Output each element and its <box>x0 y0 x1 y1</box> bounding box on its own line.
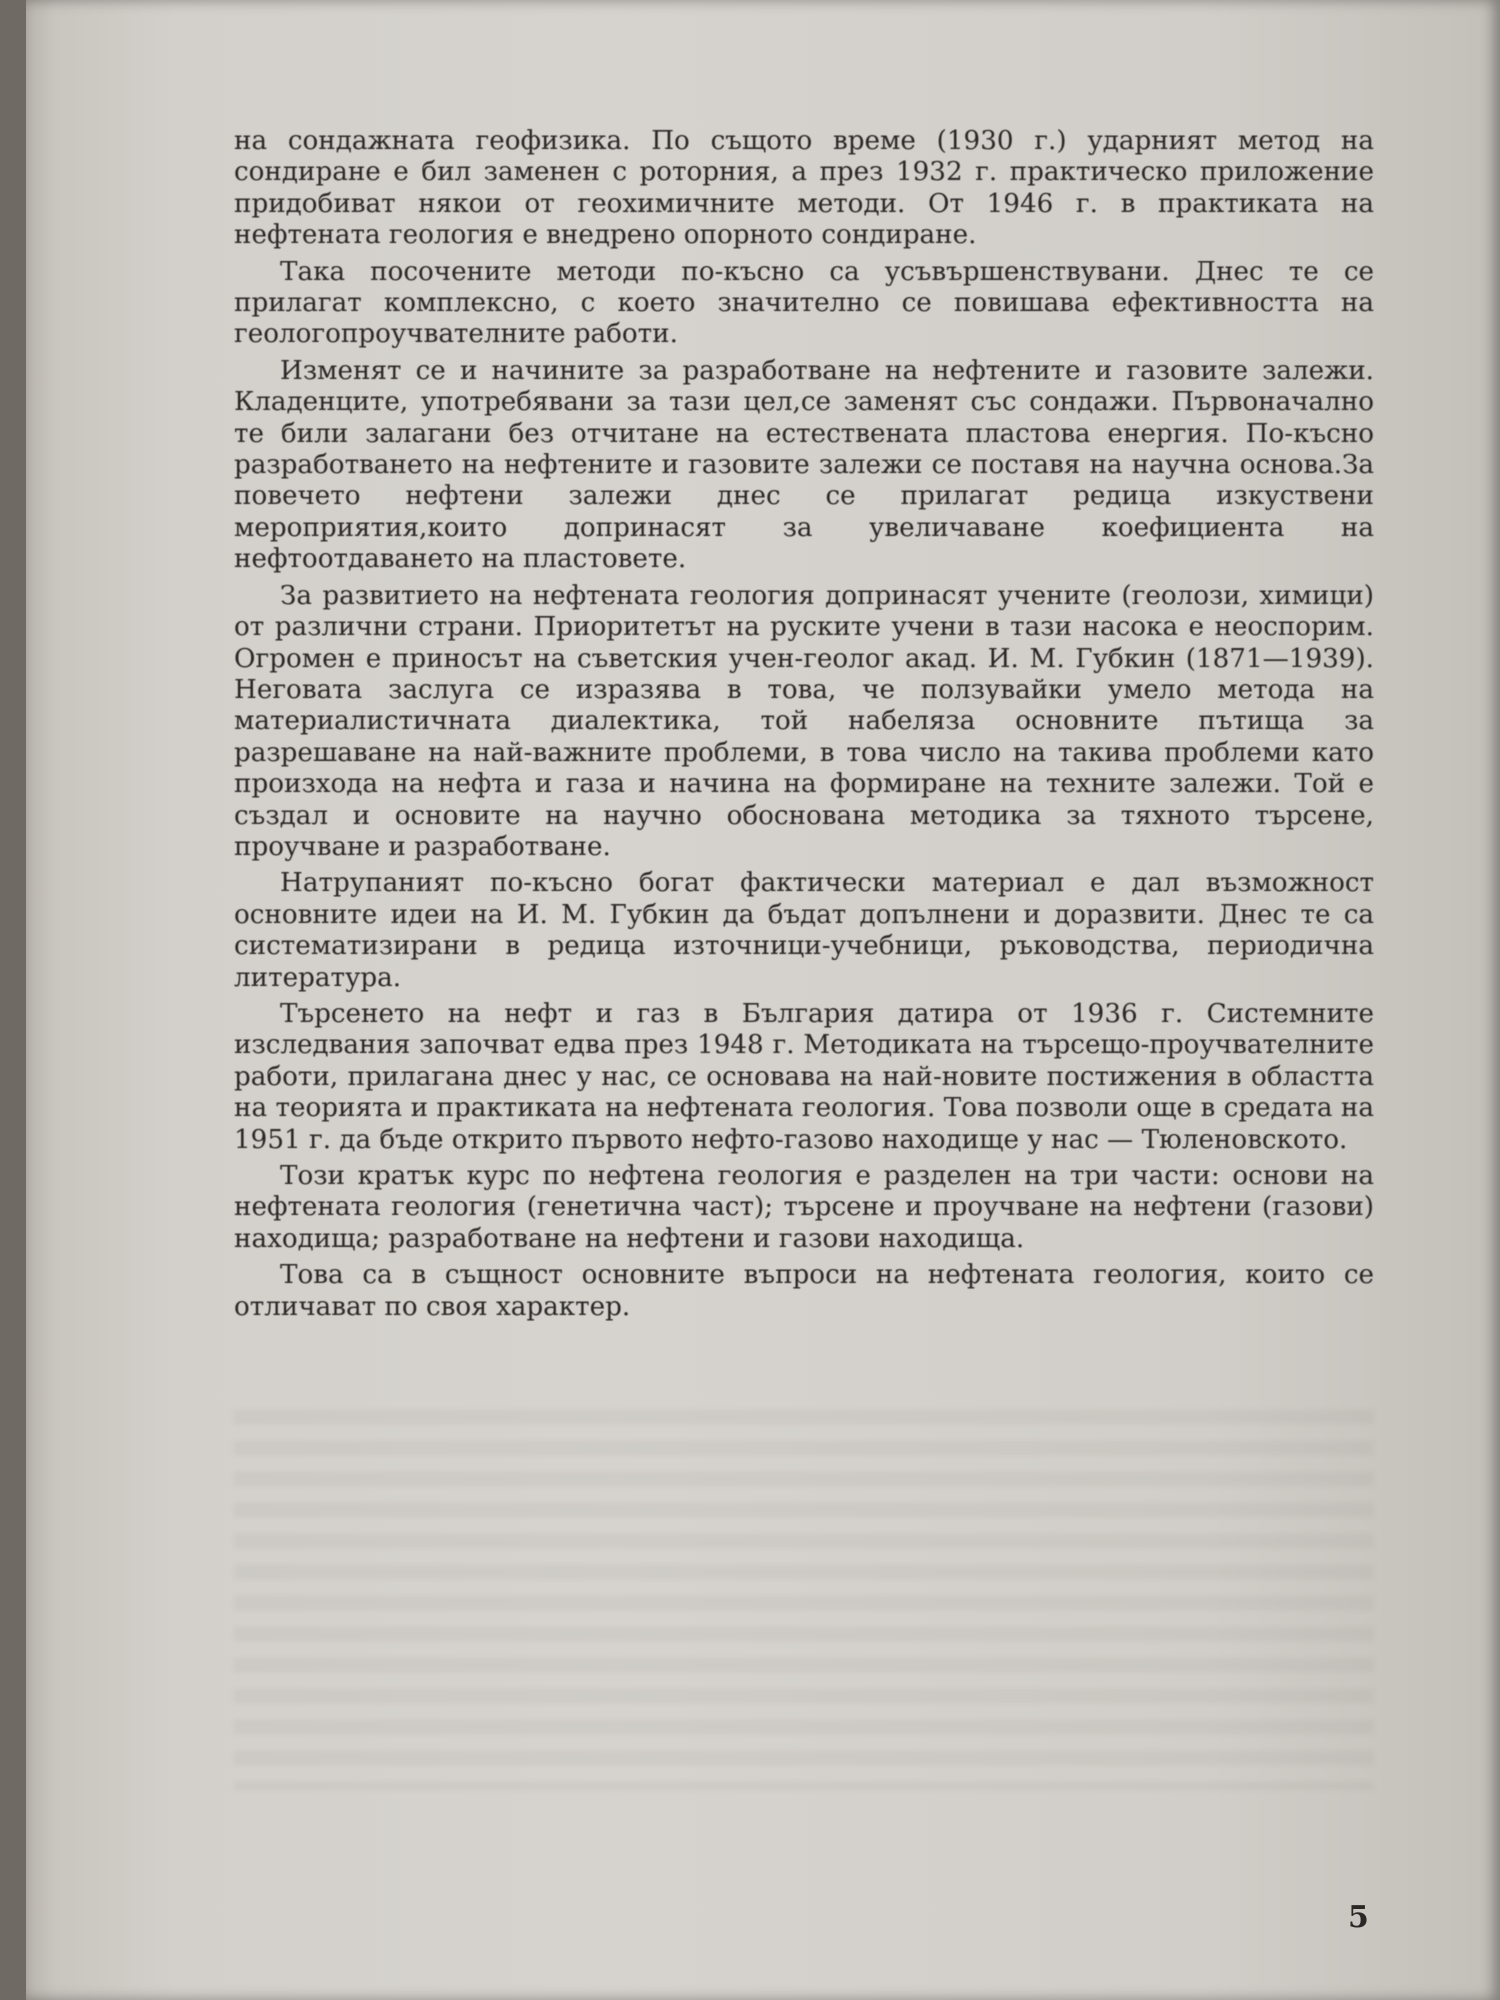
paragraph-7: Този кратък курс по нефтена геология е разделен на три части: основи на нефтената геология (генетична част); търсене и проучване на нефтени (газови) находища; разработване на нефтени и газови находища. <box>234 1161 1374 1254</box>
paragraph-2: Така посочените методи по-късно са усъвършенствувани. Днес те се прилагат комплексно, с което значително се повишава ефективността на геологопроучвателните работи. <box>234 256 1374 350</box>
book-page <box>26 0 1500 2000</box>
show-through-text <box>234 1410 1374 1790</box>
page-number: 5 <box>1348 1900 1369 1935</box>
body-text <box>234 126 1374 1328</box>
paragraph-3: Изменят се и начините за разработване на нефтените и газовите залежи. Кладенците, употребявани за тази цел,се заменят със сондажи. Първоначално те били залагани без отчитане на естествената пластова енергия. По-късно разработването на нефтените и газовите залежи се поставя на научна основа.За повечето нефтени залежи днес се прилагат редица изкуствени мероприятия,които допринасят за увеличаване коефициента на нефтоотдаването на пластовете. <box>234 355 1374 575</box>
paragraph-8: Това са в същност основните въпроси на нефтената геология, които се отличават по своя характер. <box>234 1260 1374 1322</box>
paragraph-6: Търсенето на нефт и газ в България датира от 1936 г. Системните изследвания започват едва през 1948 г. Методиката на търсещо-проучвателните работи, прилагана днес у нас, се основава на най-новите постижения в областта на теорията и практиката на нефтената геология. Това позволи още в средата на 1951 г. да бъде открито първото нефто-газово находище у нас — Тюленовското. <box>234 998 1374 1155</box>
paragraph-5: Натрупаният по-късно богат фактически материал е дал възможност основните идеи на И. М. Губкин да бъдат допълнени и доразвити. Днес те са систематизирани в редица източници-учебници, ръководства, периодична литература. <box>234 868 1374 993</box>
paragraph-1: на сондажната геофизика. По същото време (1930 г.) ударният метод на сондиране е бил заменен с роторния, а през 1932 г. практическо приложение придобиват някои от геохимичните методи. От 1946 г. в практиката на нефтената геология е внедрено опорното сондиране. <box>234 126 1374 251</box>
paragraph-4: За развитието на нефтената геология допринасят учените (геолози, химици) от различни страни. Приоритетът на руските учени в тази насока е неоспорим. Огромен е приносът на съветския учен-геолог акад. И. М. Губкин (1871—1939). Неговата заслуга се изразява в това, че ползувайки умело метода на материалистичната диалектика, той набеляза основните пътища за разрешаване на най-важните проблеми, в това число на такива проблеми като произхода на нефта и газа и начина на формиране на техните залежи. Той е създал и основите на научно обоснована методика за тяхното търсене, проучване и разработване. <box>234 580 1374 862</box>
